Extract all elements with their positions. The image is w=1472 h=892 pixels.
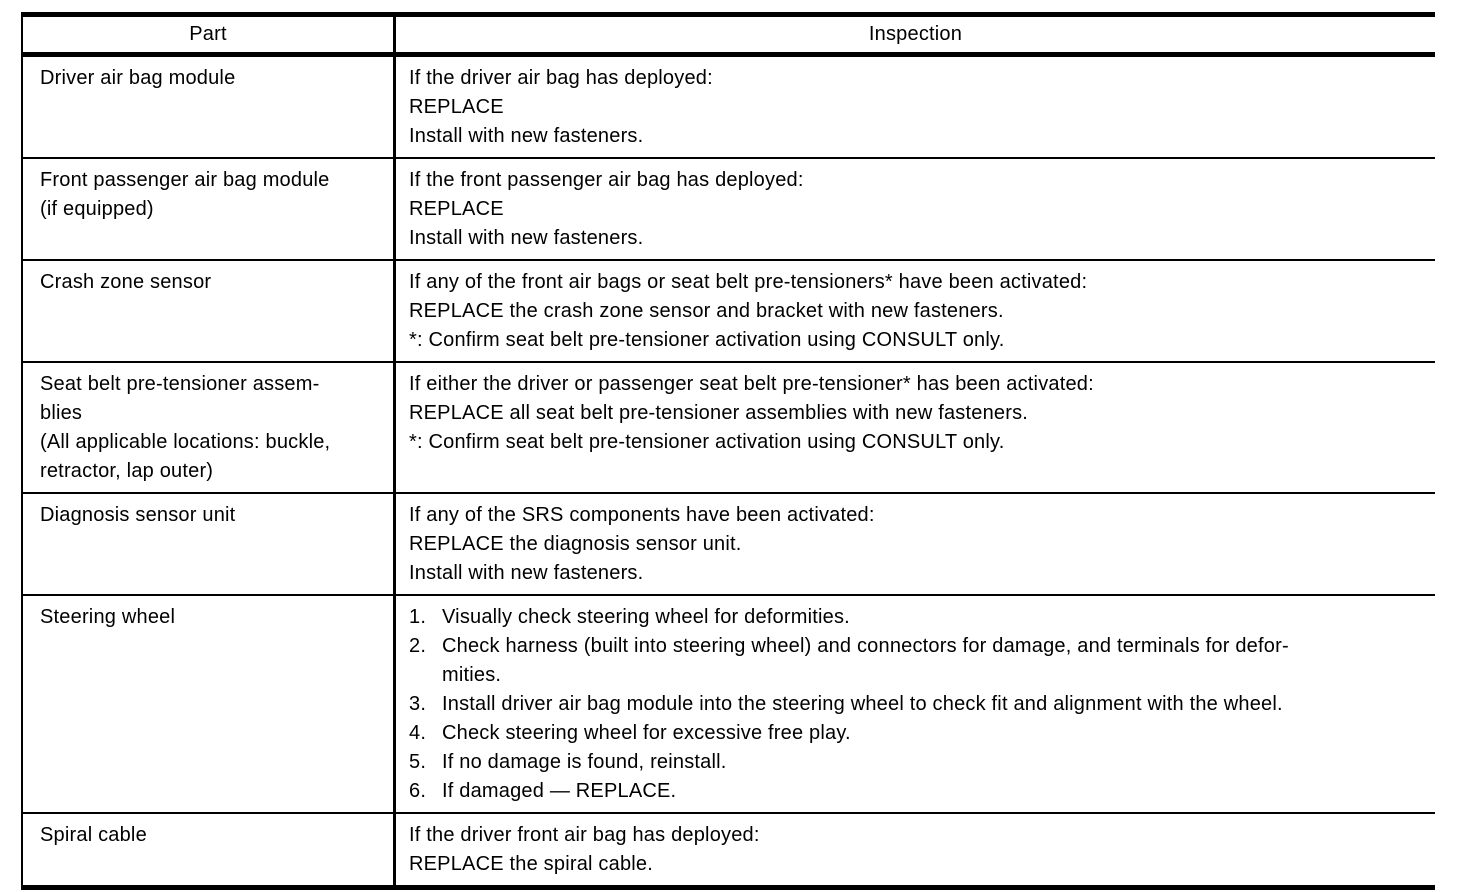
column-header-inspection: Inspection [868, 23, 963, 45]
text-line: If any of the front air bags or seat belt pre-tensioners* have been activated: [409, 271, 1088, 293]
list-item [409, 748, 1421, 777]
text-line: retractor, lap outer) [40, 460, 214, 482]
part-cell [23, 814, 396, 885]
text-line: Visually check steering wheel for deformities. [442, 606, 850, 628]
list-item-text [442, 632, 1289, 690]
list-item-number: 5. [409, 751, 427, 773]
text-line: blies [40, 402, 83, 424]
list-item [409, 632, 1421, 690]
text-line: REPLACE all seat belt pre-tensioner assemblies with new fasteners. [409, 402, 1029, 424]
table-body [23, 57, 1435, 885]
table-header-row [23, 17, 1435, 57]
text-line: REPLACE the crash zone sensor and bracket with new fasteners. [409, 300, 1004, 322]
text-line: REPLACE [409, 198, 504, 220]
srs-inspection-table [21, 12, 1435, 890]
part-cell [23, 159, 396, 259]
text-line: Spiral cable [40, 824, 147, 846]
text-line: *: Confirm seat belt pre-tensioner activation using CONSULT only. [409, 329, 1005, 351]
table-row [23, 596, 1435, 814]
text-line: Install with new fasteners. [409, 227, 644, 249]
list-item [409, 777, 1421, 806]
text-line: REPLACE the diagnosis sensor unit. [409, 533, 742, 555]
list-item-text [442, 777, 676, 806]
text-line: If the front passenger air bag has deployed: [409, 169, 804, 191]
text-line: If damaged — REPLACE. [442, 780, 677, 802]
text-line: If any of the SRS components have been activated: [409, 504, 875, 526]
inspection-cell [396, 159, 1435, 259]
list-item [409, 719, 1421, 748]
text-line: If either the driver or passenger seat belt pre-tensioner* has been activated: [409, 373, 1094, 395]
text-line: Steering wheel [40, 606, 176, 628]
list-item [409, 690, 1421, 719]
table-row [23, 363, 1435, 494]
table-row [23, 261, 1435, 363]
text-line: Check harness (built into steering wheel) and connectors for damage, and terminals for defor- [442, 635, 1289, 657]
text-line: Install with new fasteners. [409, 562, 644, 584]
table-row [23, 57, 1435, 159]
list-item-number: 3. [409, 693, 427, 715]
list-item-text [442, 690, 1283, 719]
text-line: (All applicable locations: buckle, [40, 431, 331, 453]
text-line: *: Confirm seat belt pre-tensioner activation using CONSULT only. [409, 431, 1005, 453]
text-line: Diagnosis sensor unit [40, 504, 236, 526]
inspection-cell [396, 363, 1435, 492]
part-cell [23, 494, 396, 594]
inspection-cell [396, 57, 1435, 157]
text-line: If no damage is found, reinstall. [442, 751, 727, 773]
text-line: Install driver air bag module into the steering wheel to check fit and alignment with the wheel. [442, 693, 1283, 715]
table-row [23, 814, 1435, 885]
list-item-text [442, 719, 851, 748]
text-line: REPLACE [409, 96, 504, 118]
text-line: If the driver front air bag has deployed: [409, 824, 760, 846]
table-row [23, 494, 1435, 596]
list-item [409, 603, 1421, 632]
list-item-text [442, 748, 727, 777]
text-line: (if equipped) [40, 198, 154, 220]
text-line: Seat belt pre-tensioner assem- [40, 373, 320, 395]
part-cell [23, 363, 396, 492]
text-line: Install with new fasteners. [409, 125, 644, 147]
part-cell [23, 57, 396, 157]
list-item-number: 2. [409, 635, 427, 657]
text-line: Driver air bag module [40, 67, 236, 89]
text-line: Crash zone sensor [40, 271, 212, 293]
text-line: If the driver air bag has deployed: [409, 67, 713, 89]
inspection-cell [396, 814, 1435, 885]
part-cell [23, 596, 396, 812]
column-header-part: Part [23, 17, 396, 52]
list-item-number: 6. [409, 780, 427, 802]
list-item-text [442, 603, 850, 632]
table-row [23, 159, 1435, 261]
list-item-number: 4. [409, 722, 427, 744]
list-item-number: 1. [409, 606, 427, 628]
inspection-cell [396, 261, 1435, 361]
inspection-cell [396, 596, 1435, 812]
part-cell [23, 261, 396, 361]
text-line: Front passenger air bag module [40, 169, 330, 191]
text-line: mities. [442, 664, 502, 686]
text-line: REPLACE the spiral cable. [409, 853, 654, 875]
inspection-cell [396, 494, 1435, 594]
text-line: Check steering wheel for excessive free play. [442, 722, 851, 744]
